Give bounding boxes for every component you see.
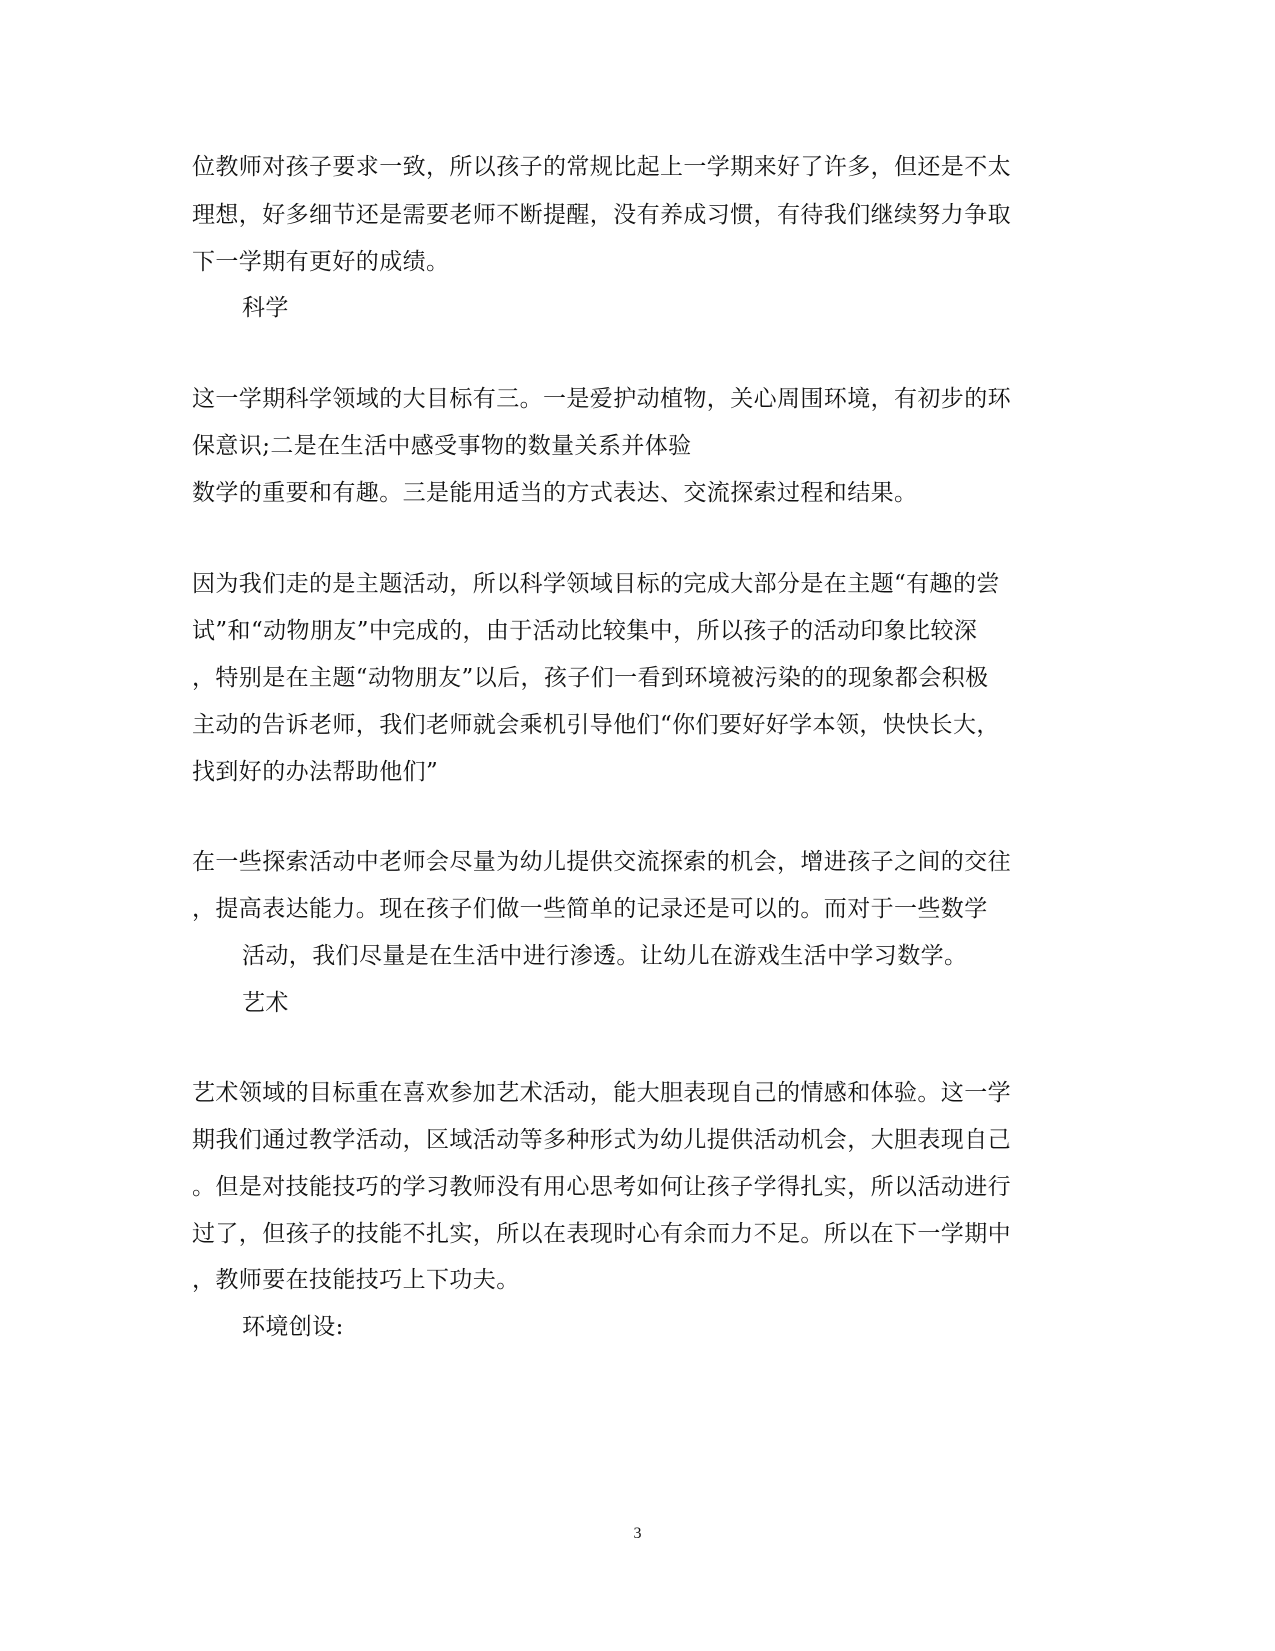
page-number: 3 bbox=[633, 1525, 642, 1542]
paragraph-line: 保意识;二是在生活中感受事物的数量关系并体验 bbox=[192, 433, 692, 459]
paragraph-line: ，特别是在主题“动物朋友”以后，孩子们一看到环境被污染的的现象都会积极 bbox=[192, 665, 989, 691]
paragraph-line: 试”和“动物朋友”中完成的，由于活动比较集中，所以孩子的活动印象比较深 bbox=[192, 618, 978, 644]
paragraph-line: 理想，好多细节还是需要老师不断提醒，没有养成习惯，有待我们继续努力争取 bbox=[192, 202, 1011, 228]
section-heading-environment: 环境创设: bbox=[242, 1314, 344, 1340]
paragraph-line: 期我们通过教学活动，区域活动等多种形式为幼儿提供活动机会，大胆表现自己 bbox=[192, 1127, 1011, 1153]
paragraph-line: 过了，但孩子的技能不扎实，所以在表现时心有余而力不足。所以在下一学期中 bbox=[192, 1221, 1011, 1247]
paragraph-line: 因为我们走的是主题活动，所以科学领域目标的完成大部分是在主题“有趣的尝 bbox=[192, 571, 1000, 597]
paragraph-line: 。但是对技能技巧的学习教师没有用心思考如何让孩子学得扎实，所以活动进行 bbox=[192, 1174, 1011, 1200]
paragraph-line: ，提高表达能力。现在孩子们做一些简单的记录还是可以的。而对于一些数学 bbox=[192, 896, 988, 922]
section-heading-art: 艺术 bbox=[242, 990, 289, 1016]
paragraph-line: 下一学期有更好的成绩。 bbox=[192, 249, 450, 275]
paragraph-line: 主动的告诉老师，我们老师就会乘机引导他们“你们要好好学本领，快快长大， bbox=[192, 712, 1000, 738]
paragraph-line: 找到好的办法帮助他们” bbox=[192, 759, 439, 785]
paragraph-line: 数学的重要和有趣。三是能用适当的方式表达、交流探索过程和结果。 bbox=[192, 480, 918, 506]
section-heading-science: 科学 bbox=[242, 295, 289, 321]
paragraph-line: 在一些探索活动中老师会尽量为幼儿提供交流探索的机会，增进孩子之间的交往 bbox=[192, 849, 1011, 875]
paragraph-line: ，教师要在技能技巧上下功夫。 bbox=[192, 1267, 520, 1293]
paragraph-line: 艺术领域的目标重在喜欢参加艺术活动，能大胆表现自己的情感和体验。这一学 bbox=[192, 1080, 1011, 1106]
paragraph-line: 位教师对孩子要求一致，所以孩子的常规比起上一学期来好了许多，但还是不太 bbox=[192, 154, 1011, 180]
paragraph-line: 这一学期科学领域的大目标有三。一是爱护动植物，关心周围环境，有初步的环 bbox=[192, 386, 1011, 412]
paragraph-line: 活动，我们尽量是在生活中进行渗透。让幼儿在游戏生活中学习数学。 bbox=[242, 943, 968, 969]
